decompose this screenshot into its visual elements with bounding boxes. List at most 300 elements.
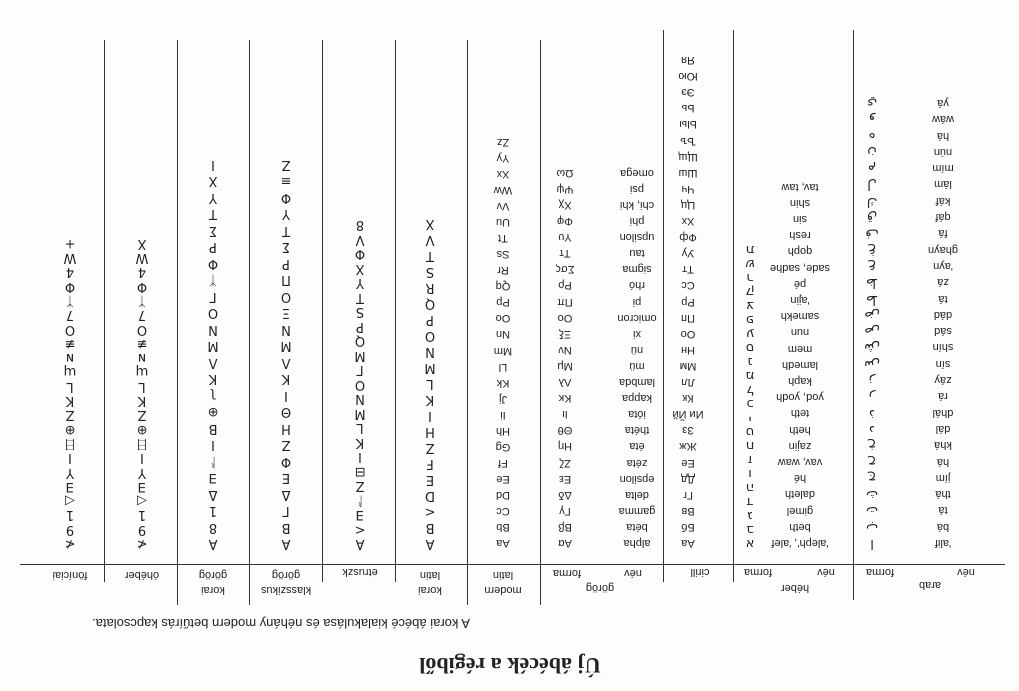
korai-gorog-cell: 8 — [208, 519, 218, 535]
arab-forma-cell: ز — [868, 373, 876, 388]
gorog-nev-cell: théta — [624, 424, 650, 437]
etruszk-cell: O — [354, 376, 366, 392]
column-divider — [853, 30, 854, 600]
heber-forma-cell: ש — [745, 256, 755, 271]
foniciai-cell: K — [65, 393, 75, 408]
heber-forma-cell: כ — [746, 396, 754, 411]
etruszk-cell: T — [356, 289, 364, 305]
arab-nev-cell: qáf — [935, 211, 951, 223]
column-divider — [177, 40, 178, 605]
korai-gorog-cell: ⊕ — [207, 404, 219, 419]
heber-nev-cell: sade, sadhe — [770, 261, 830, 274]
cirill-cell: Щщ — [678, 150, 698, 163]
modern-latin-cell: Ff — [498, 456, 508, 469]
foniciai-cell: + — [64, 235, 76, 251]
foniciai-cell: 7 — [65, 307, 75, 323]
heber-nev-cell: lamedh — [781, 358, 819, 371]
foniciai-cell: Φ — [64, 278, 76, 294]
header-cirill: cirill — [690, 566, 710, 578]
heber-nev-cell: 'ajin — [790, 294, 810, 306]
gorog-forma-cell: Ξξ — [558, 327, 572, 340]
korai-latin-cell: L — [426, 376, 434, 391]
oheber-cell: X — [137, 235, 147, 251]
foniciai-cell: I — [68, 450, 72, 466]
foniciai-cell: 4 — [65, 264, 75, 280]
klasszikus-gorog-cell: K — [281, 371, 291, 386]
arab-forma-cell: ب — [865, 519, 879, 535]
header-foniciai: föníciai — [52, 569, 88, 581]
klasszikus-gorog-cell: H — [281, 420, 291, 436]
gorog-nev-cell: epsilon — [619, 472, 655, 485]
arab-nev-cell: záy — [934, 374, 952, 386]
cirill-cell: Сс — [681, 279, 695, 292]
korai-gorog-cell: Γ — [209, 288, 217, 304]
arab-forma-cell: ذ — [869, 405, 875, 421]
heber-nev-cell: zajin — [788, 439, 812, 452]
korai-gorog-cell: ʅ — [210, 387, 216, 403]
gorog-forma-cell: Κκ — [558, 392, 572, 405]
modern-latin-cell: Yy — [496, 152, 510, 165]
oheber-cell: 4 — [137, 264, 147, 280]
modern-latin-cell: Pp — [496, 296, 510, 309]
modern-latin-cell: Rr — [497, 264, 509, 277]
arab-forma-cell: ج — [867, 470, 877, 486]
header-gorog-forma: forma — [552, 567, 582, 579]
header-heber-group: héber — [780, 582, 810, 594]
gorog-nev-cell: upsilon — [619, 231, 655, 244]
arab-forma-cell: ق — [866, 210, 878, 225]
modern-latin-cell: Gg — [495, 440, 511, 453]
gorog-nev-cell: pi — [632, 295, 642, 308]
modern-latin-cell: Ii — [500, 408, 506, 421]
korai-latin-cell: V — [425, 232, 435, 247]
cirill-cell: Нн — [680, 343, 696, 356]
korai-latin-cell: Z — [425, 440, 435, 455]
gorog-forma-cell: Φφ — [557, 215, 573, 227]
gorog-nev-cell: tau — [629, 247, 645, 260]
heber-nev-cell: tav, taw — [781, 180, 819, 193]
oheber-cell: ᛉ — [138, 292, 146, 308]
heber-forma-cell: ט — [745, 424, 755, 439]
gorog-nev-cell: omicron — [617, 311, 657, 324]
korai-latin-cell: Q — [424, 296, 436, 311]
cirill-cell: Бб — [681, 520, 695, 533]
gorog-nev-cell: omega — [620, 166, 654, 179]
gorog-nev-cell: éta — [629, 440, 645, 453]
korai-gorog-cell: ∃ — [208, 470, 218, 485]
klasszikus-gorog-cell: Φ — [280, 453, 292, 469]
gorog-forma-cell: Αα — [558, 537, 572, 549]
foniciai-cell: ∃ — [65, 478, 75, 494]
korai-latin-cell: H — [425, 424, 435, 439]
arab-nev-cell: yá — [937, 96, 949, 109]
klasszikus-gorog-cell: Y — [282, 206, 290, 221]
foniciai-cell: ⊕ — [64, 421, 76, 437]
arab-nev-cell: há — [936, 455, 950, 468]
cirill-cell: Ии Йй — [672, 408, 704, 421]
etruszk-cell: P — [356, 318, 364, 334]
etruszk-cell: < — [354, 521, 366, 537]
gorog-nev-cell: psi — [629, 182, 645, 195]
header-gorog-group: görög — [585, 582, 615, 594]
arab-forma-cell: و — [868, 112, 876, 128]
korai-latin-cell: X — [425, 216, 435, 231]
heber-nev-cell: sin — [792, 213, 808, 225]
cirill-cell: Чч — [681, 182, 695, 195]
gorog-nev-cell: phi — [629, 215, 645, 227]
column-divider — [467, 40, 468, 605]
arab-forma-cell: ع — [868, 258, 876, 274]
cirill-cell: Дд — [681, 472, 695, 485]
arab-forma-cell: د — [869, 421, 875, 437]
gorog-forma-cell: Δδ — [558, 488, 572, 501]
heber-forma-cell: ק — [745, 284, 755, 299]
heber-nev-cell: pé — [793, 277, 807, 290]
header-heber-nev: név — [817, 566, 835, 578]
heber-forma-cell: צ — [746, 298, 754, 313]
heber-forma-cell: ב — [746, 522, 754, 537]
klasszikus-gorog-cell: P — [282, 255, 290, 271]
oheber-cell: L — [138, 378, 146, 394]
klasszikus-gorog-cell: O — [280, 288, 292, 304]
arab-nev-cell: rá — [938, 390, 948, 403]
column-divider — [663, 30, 664, 582]
column-divider — [395, 40, 396, 582]
cirill-cell: Рр — [681, 295, 695, 308]
header-korai-gorog-2: korai — [201, 584, 225, 596]
arab-nev-cell: bá — [936, 520, 950, 533]
modern-latin-cell: Aa — [496, 537, 510, 549]
oheber-cell: K — [137, 393, 147, 408]
arab-nev-cell: thá — [935, 488, 951, 501]
korai-gorog-cell: I — [211, 156, 215, 172]
heber-forma-cell: ח — [745, 438, 755, 453]
gorog-nev-cell: béta — [626, 520, 648, 533]
cirill-cell: Оо — [680, 327, 696, 340]
modern-latin-cell: Vv — [496, 200, 510, 213]
arab-nev-cell: wáw — [931, 113, 955, 126]
gorog-nev-cell: mü — [629, 359, 645, 372]
cirill-cell: Ъъ — [680, 134, 696, 147]
oheber-cell: ≮ — [136, 536, 148, 551]
column-divider — [540, 40, 541, 605]
header-klasszikus-gorog-2: klasszikus — [260, 584, 312, 596]
korai-gorog-cell: Φ — [207, 255, 219, 271]
oheber-cell: 1 — [137, 507, 147, 523]
arab-forma-cell: ح — [867, 454, 877, 470]
arab-nev-cell: sád — [934, 325, 952, 338]
oheber-cell: Z — [137, 407, 147, 423]
modern-latin-cell: Cc — [496, 504, 510, 517]
header-arab-group: arab — [918, 579, 942, 591]
gorog-nev-cell: kappa — [622, 392, 652, 405]
cirill-cell: Гг — [683, 488, 693, 501]
modern-latin-cell: Xx — [496, 168, 510, 181]
cirill-cell: Зз — [682, 424, 694, 437]
cirill-cell: Лл — [681, 376, 695, 388]
gorog-forma-cell: Ωω — [556, 166, 574, 179]
oheber-cell: ɰ — [135, 364, 149, 380]
oheber-cell: ∃ — [137, 478, 147, 494]
arab-nev-cell: káf — [935, 194, 951, 207]
klasszikus-gorog-cell: Θ — [280, 404, 292, 419]
arab-forma-cell: ش — [864, 340, 880, 356]
korai-gorog-cell: 1 — [208, 503, 218, 518]
column-divider — [249, 40, 250, 605]
heber-forma-cell: ס — [745, 340, 755, 355]
header-etruszk: etruszk — [342, 566, 378, 578]
klasszikus-gorog-cell: Φ — [280, 189, 292, 205]
etruszk-cell: S — [355, 304, 365, 319]
heber-forma-cell: פ — [745, 312, 755, 327]
header-modern-latin-1: latin — [492, 569, 514, 581]
modern-latin-cell: Mm — [493, 344, 513, 357]
cirill-cell: Мм — [679, 359, 697, 372]
klasszikus-gorog-cell: Π — [281, 272, 291, 287]
gorog-forma-cell: Γγ — [559, 504, 571, 517]
heber-nev-cell: teth — [790, 407, 810, 420]
modern-latin-cell: Dd — [495, 488, 511, 501]
arab-nev-cell: jím — [935, 471, 951, 484]
korai-latin-cell: A — [425, 536, 435, 551]
klasszikus-gorog-cell: B — [281, 519, 291, 535]
modern-latin-cell: Uu — [495, 216, 511, 229]
cirill-cell: Ыы — [679, 118, 697, 131]
gorog-forma-cell: Λλ — [558, 376, 572, 388]
foniciai-cell: ≮ — [64, 536, 76, 551]
heber-nev-cell: resh — [789, 229, 811, 242]
korai-latin-cell: I — [428, 408, 432, 423]
heber-nev-cell: qoph — [787, 245, 813, 258]
korai-latin-cell: K — [425, 392, 435, 407]
cirill-cell: Ее — [681, 456, 695, 469]
heber-nev-cell: daleth — [785, 488, 815, 501]
korai-latin-cell: B — [425, 520, 435, 535]
arab-forma-cell: ف — [865, 226, 879, 242]
foniciai-cell: ɴ — [65, 350, 75, 366]
arab-forma-cell: ت — [865, 503, 879, 519]
heber-nev-cell: hé — [793, 472, 807, 485]
foniciai-cell: Y — [66, 464, 74, 480]
cirill-cell: Ьь — [681, 102, 695, 115]
modern-latin-cell: Hh — [495, 424, 511, 437]
foniciai-cell: ɰ — [63, 364, 77, 380]
figure-caption: A korai ábécé kialakulása és néhány modern betűírás kapcsolata. — [92, 616, 470, 631]
gorog-forma-cell: Ππ — [557, 295, 573, 308]
heber-forma-cell: א — [745, 536, 755, 551]
foniciai-cell: O — [64, 321, 76, 337]
heber-nev-cell: heth — [789, 423, 811, 436]
korai-latin-cell: S — [425, 264, 435, 279]
oheber-cell: I — [140, 450, 144, 466]
arab-nev-cell: dhál — [932, 406, 954, 419]
arab-forma-cell: ص — [864, 324, 880, 340]
korai-gorog-cell: ᚨ — [209, 453, 217, 469]
cirill-cell: Пп — [681, 311, 695, 324]
korai-gorog-cell: Δ — [208, 486, 218, 502]
gorog-nev-cell: xi — [633, 327, 641, 340]
modern-latin-cell: Qq — [495, 280, 511, 293]
korai-gorog-cell: X — [208, 173, 218, 188]
klasszikus-gorog-cell: Δ — [281, 486, 291, 502]
etruszk-cell: Γ — [356, 362, 364, 377]
klasszikus-gorog-cell: E — [281, 470, 291, 485]
header-modern-latin-2: modern — [484, 584, 522, 596]
cirill-cell: Шш — [678, 166, 698, 179]
gorog-forma-cell: Ιι — [562, 408, 568, 421]
arab-forma-cell: ث — [865, 487, 879, 503]
heber-forma-cell: ע — [745, 326, 755, 341]
korai-latin-cell: P — [426, 312, 434, 327]
modern-latin-cell: Zz — [496, 136, 510, 148]
etruszk-cell: I — [358, 449, 362, 464]
oheber-cell: Φ — [136, 278, 148, 294]
korai-gorog-cell: P — [209, 239, 217, 254]
korai-gorog-cell: I — [211, 437, 215, 452]
klasszikus-gorog-cell: Λ — [281, 354, 291, 370]
etruszk-cell: 8 — [355, 217, 365, 232]
gorog-forma-cell: Ψψ — [556, 182, 574, 195]
gorog-forma-cell: Χχ — [558, 198, 572, 211]
korai-gorog-cell: O — [207, 305, 219, 320]
arab-nev-cell: sín — [935, 357, 951, 370]
cirill-cell: Уу — [681, 247, 695, 260]
header-gorog-nev: név — [624, 567, 642, 579]
gorog-forma-cell: Εε — [558, 472, 572, 485]
oheber-cell: Y — [138, 464, 146, 480]
oheber-cell: W — [135, 250, 149, 265]
klasszikus-gorog-cell: N — [281, 321, 291, 337]
header-korai-gorog-1: görög — [198, 569, 228, 581]
oheber-cell: ⊕ — [136, 421, 148, 437]
gorog-nev-cell: gamma — [618, 504, 656, 517]
oheber-cell: 7 — [137, 307, 147, 323]
modern-latin-cell: Nn — [495, 328, 511, 341]
klasszikus-gorog-cell: Z — [281, 156, 291, 172]
arab-forma-cell: ا — [870, 536, 874, 551]
etruszk-cell: X — [355, 260, 365, 276]
arab-forma-cell: ظ — [865, 275, 879, 291]
etruszk-cell: V — [355, 231, 365, 247]
heber-nev-cell: vav, waw — [777, 456, 823, 468]
korai-gorog-cell: ᛉ — [209, 272, 217, 287]
arab-nev-cell: tá — [938, 292, 948, 305]
arab-forma-cell: ك — [866, 193, 878, 209]
gorog-forma-cell: Θθ — [557, 424, 573, 437]
foniciai-cell: ᛉ — [66, 292, 74, 308]
arab-forma-cell: ن — [867, 144, 877, 160]
klasszikus-gorog-cell: Γ — [282, 503, 290, 518]
klasszikus-gorog-cell: A — [281, 536, 291, 551]
oheber-cell: ≢ — [136, 335, 148, 351]
cirill-cell: Фф — [679, 231, 697, 244]
oheber-cell: ɴ — [137, 350, 147, 366]
arab-forma-cell: ر — [868, 389, 876, 405]
heber-forma-cell: ה — [745, 480, 755, 495]
gorog-nev-cell: nü — [630, 343, 644, 356]
cirill-cell: Яя — [681, 54, 695, 66]
arab-nev-cell: shín — [932, 341, 954, 354]
heber-nev-cell: gimel — [786, 504, 814, 517]
oheber-cell: ◁ — [137, 493, 147, 509]
foniciai-cell: W — [63, 250, 77, 265]
header-rule — [20, 564, 1005, 565]
modern-latin-cell: Kk — [496, 376, 510, 389]
klasszikus-gorog-cell: Σ — [281, 239, 291, 254]
korai-latin-cell: D — [424, 488, 436, 503]
header-arab-nev: név — [957, 566, 975, 578]
gorog-forma-cell: Νν — [558, 343, 572, 356]
klasszikus-gorog-cell: Z — [281, 437, 291, 452]
gorog-forma-cell: Ηη — [557, 440, 573, 453]
korai-gorog-cell: T — [209, 206, 217, 221]
heber-forma-cell: מ — [745, 368, 755, 383]
page-title: Új ábécék a régiből — [419, 653, 601, 678]
gorog-nev-cell: ióta — [628, 408, 646, 421]
arab-forma-cell: ي — [866, 95, 878, 111]
modern-latin-cell: Ll — [498, 360, 508, 373]
header-korai-latin-1: latin — [419, 569, 441, 581]
header-korai-latin-2: korai — [418, 584, 442, 596]
foniciai-cell: 9 — [65, 521, 75, 537]
heber-forma-cell: ת — [745, 242, 755, 257]
korai-gorog-cell: Y — [209, 189, 217, 205]
arab-forma-cell: ط — [865, 291, 879, 307]
modern-latin-cell: Ww — [493, 184, 513, 197]
arab-forma-cell: م — [867, 161, 877, 177]
korai-latin-cell: R — [425, 280, 435, 295]
korai-gorog-cell: M — [207, 338, 219, 353]
klasszikus-gorog-cell: ≡ — [280, 173, 292, 188]
korai-gorog-cell: K — [208, 371, 218, 386]
gorog-forma-cell: Ββ — [558, 520, 572, 533]
cirill-cell: Жж — [679, 440, 697, 453]
gorog-nev-cell: zéta — [626, 456, 648, 469]
cirill-cell: Кк — [682, 392, 694, 405]
gorog-nev-cell: rhó — [629, 279, 645, 292]
header-klasszikus-gorog-1: görög — [271, 569, 301, 581]
arab-forma-cell: ه — [868, 128, 876, 144]
etruszk-cell: Φ — [354, 246, 366, 261]
foniciai-cell: ◁ — [65, 493, 75, 509]
heber-nev-cell: mem — [787, 342, 813, 355]
cirill-cell: Цц — [680, 198, 696, 211]
foniciai-cell: L — [66, 378, 74, 394]
cirill-cell: Хх — [681, 215, 695, 227]
arab-forma-cell: غ — [868, 242, 876, 258]
arab-forma-cell: ض — [864, 307, 880, 323]
korai-latin-cell: N — [425, 344, 435, 359]
korai-gorog-cell: N — [208, 321, 218, 337]
foniciai-cell: ≢ — [64, 335, 76, 351]
arab-nev-cell: lám — [934, 178, 952, 191]
foniciai-cell: 日 — [63, 435, 77, 451]
heber-forma-cell: י — [748, 410, 752, 425]
gorog-nev-cell: chi, khi — [619, 198, 655, 211]
gorog-forma-cell: Σσς — [555, 263, 575, 276]
arab-forma-cell: ل — [867, 177, 877, 193]
korai-latin-cell: E — [425, 472, 435, 487]
gorog-forma-cell: Μμ — [557, 359, 573, 372]
arab-nev-cell: ghayn — [928, 243, 958, 256]
heber-forma-cell: נ — [747, 354, 753, 369]
korai-gorog-cell: A — [208, 536, 218, 551]
foniciai-cell: 1 — [65, 507, 75, 523]
arab-nev-cell: khá — [934, 439, 952, 452]
korai-gorog-cell: Λ — [208, 354, 218, 370]
arab-nev-cell: mím — [932, 162, 954, 175]
etruszk-cell: ⊟ — [354, 463, 366, 479]
